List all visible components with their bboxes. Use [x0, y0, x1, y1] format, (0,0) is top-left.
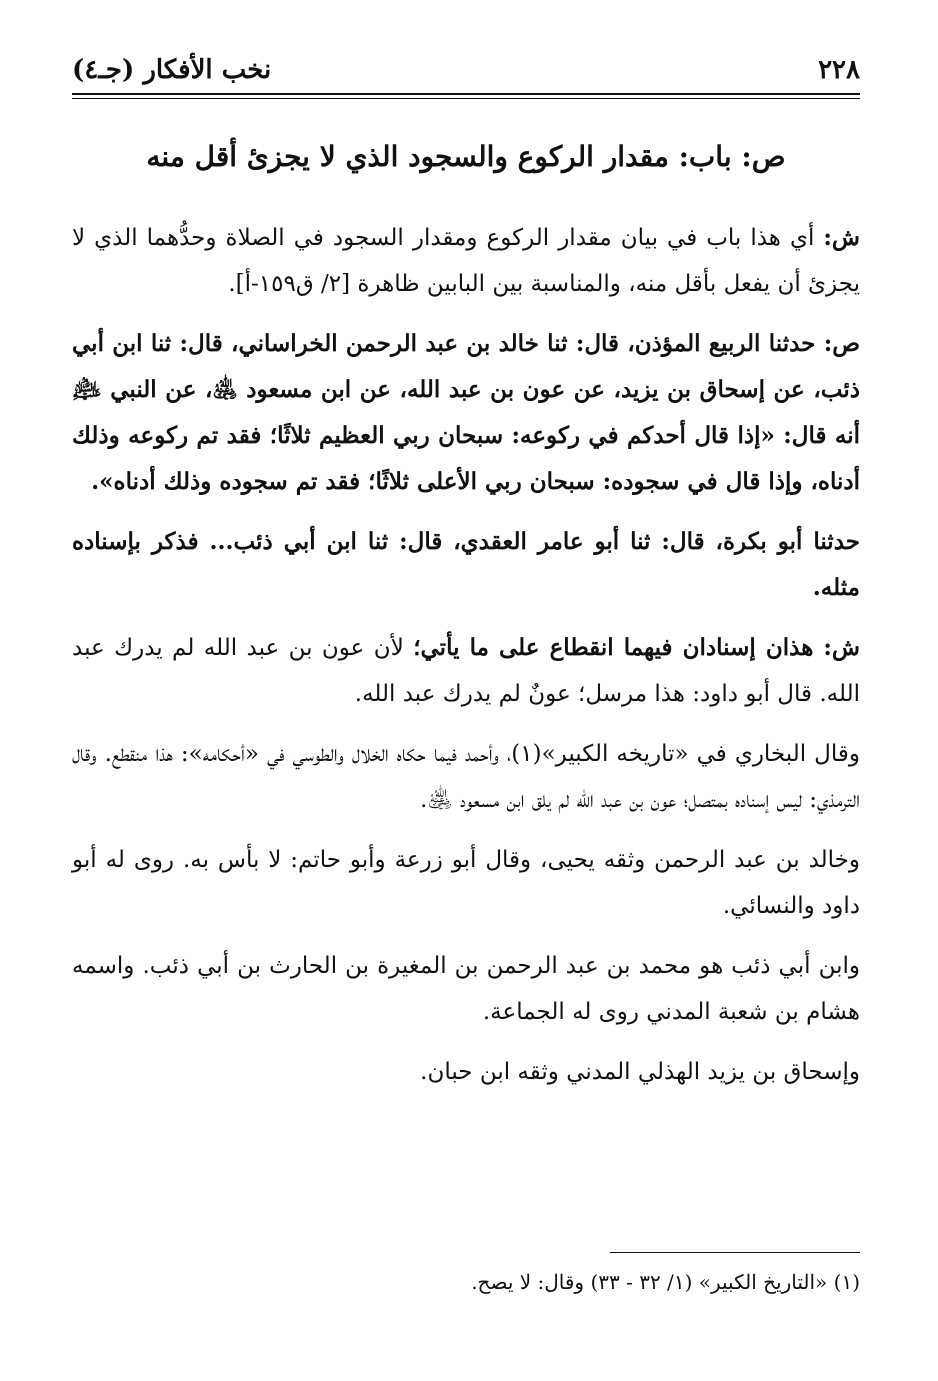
chapter-heading: ص: باب: مقدار الركوع والسجود الذي لا يجزئ أقل منه: [146, 140, 786, 173]
paragraph-text: حدثنا الربيع المؤذن، قال: ثنا خالد بن عبد الرحمن الخراساني، قال: ثنا ابن أبي ذئب، عن إسحاق بن يزيد، عن عون بن عبد الله، عن ابن مسعود ﵁، عن النبي ﵇ أنه قال: «إذا قال أحدكم في ركوعه: سبحان ربي العظيم ثلاثًا؛ فقد تم ركوعه وذلك أدناه، وإذا قال في سجوده: سبحان ربي الأعلى ثلاثًا؛ فقد تم سجوده وذلك أدناه».: [72, 330, 860, 495]
paragraph-text: وقال البخاري في «تاريخه الكبير»(١)، وأحمد فيما حكاه الخلال والطوسي في «أحكامه»: هذا منقطع. وقال الترمذي: ليس إسناده بمتصل؛ عون بن عبد الله لم يلق ابن مسعود ﵁.: [72, 741, 860, 813]
page-number: ٢٢٨: [818, 55, 860, 85]
paragraph-khalid: [72, 837, 860, 929]
paragraph-hadith-text: [72, 321, 860, 505]
paragraph-text: وإسحاق بن يزيد الهذلي المدني وثقه ابن حبان.: [420, 1059, 860, 1085]
paragraph-text: وابن أبي ذئب هو محمد بن عبد الرحمن بن المغيرة بن الحارث بن أبي ذئب. واسمه هشام بن شعبة المدني روى له الجماعة.: [72, 953, 860, 1025]
page-header: [72, 50, 860, 90]
paragraph-label: ش:: [823, 634, 860, 661]
header-rule-thin: [72, 98, 860, 99]
paragraph-text: أي هذا باب في بيان مقدار الركوع ومقدار السجود في الصلاة وحدُّهما الذي لا يجزئ أن يفعل بأقل منه، والمناسبة بين البابين ظاهرة [٢/ ق١٥٩-أ].: [72, 225, 860, 297]
footnote: (١) «التاريخ الكبير» (١/ ٣٢ - ٣٣) وقال: لا يصح.: [471, 1270, 860, 1294]
paragraph-second-chain: [72, 519, 860, 611]
paragraph-text: لأن عون بن عبد الله لم يدرك عبد الله. قال أبو داود: هذا مرسل؛ عونٌ لم يدرك عبد الله.: [72, 635, 860, 707]
footnote-rule: [610, 1252, 860, 1253]
running-title: نخب الأفكار (جـ٤): [72, 55, 272, 85]
paragraph-label: ص:: [823, 330, 860, 357]
paragraph-lead: هذان إسنادان فيهما انقطاع على ما يأتي؛: [413, 634, 824, 661]
paragraph-chain-commentary: [72, 625, 860, 717]
main-text: [72, 215, 860, 1109]
header-rule: [72, 93, 860, 95]
paragraph-ishaq: [72, 1049, 860, 1095]
paragraph-commentary-intro: [72, 215, 860, 307]
paragraph-label: ش:: [823, 224, 860, 251]
paragraph-text: حدثنا أبو بكرة، قال: ثنا أبو عامر العقدي، قال: ثنا ابن أبي ذئب... فذكر بإسناده مثله.: [72, 528, 860, 601]
paragraph-bukhari: [72, 731, 860, 823]
paragraph-ibn-abi-dhib: [72, 943, 860, 1035]
paragraph-text: وخالد بن عبد الرحمن وثقه يحيى، وقال أبو زرعة وأبو حاتم: لا بأس به. روى له أبو داود والنسائي.: [72, 847, 860, 919]
